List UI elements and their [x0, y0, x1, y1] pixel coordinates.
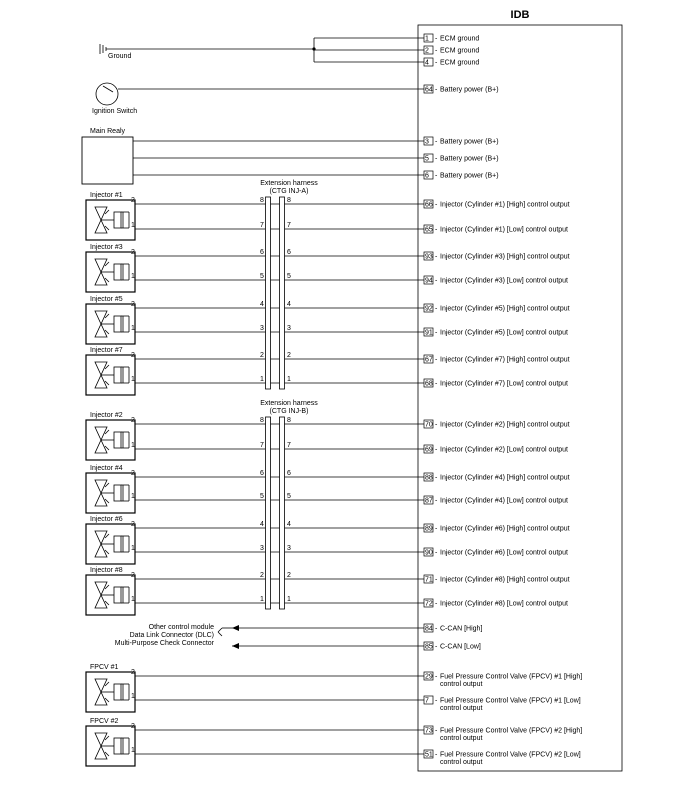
- injector-6-harness-pin-low-r: 3: [287, 545, 291, 552]
- injector-3-coil: [114, 264, 121, 280]
- injector-1-high-label: Injector (Cylinder #1) [High] control output: [440, 201, 570, 209]
- fpcv-2-high-dash: -: [435, 727, 438, 735]
- injector-1-label: Injector #1: [90, 192, 123, 199]
- can-low-dash: -: [435, 643, 438, 651]
- injector-7-harness-pin-high-l: 2: [260, 352, 264, 359]
- injector-6-high-dash: -: [435, 525, 438, 533]
- injector-2-harness-pin-low-r: 7: [287, 442, 291, 449]
- can-bracket: [218, 628, 222, 632]
- injector-1-high-dash: -: [435, 201, 438, 209]
- injector-1-harness-pin-high-r: 8: [287, 197, 291, 204]
- injector-5-label: Injector #5: [90, 296, 123, 303]
- ground-label: Ground: [108, 53, 132, 60]
- injector-8-high-pin-number: 71: [425, 576, 433, 584]
- injector-7-coil: [114, 367, 121, 383]
- battery-64-label: Battery power (B+): [440, 86, 499, 94]
- fpcv-2-coil: [114, 738, 121, 754]
- injector-1-pin-low: 1: [131, 222, 135, 229]
- injector-1-low-dash: -: [435, 226, 438, 234]
- injector-7-low-pin-number: 68: [425, 380, 433, 388]
- injector-7-high-label: Injector (Cylinder #7) [High] control output: [440, 356, 570, 364]
- injector-5-harness-pin-high-r: 4: [287, 301, 291, 308]
- ecm-ground-2-label: ECM ground: [440, 47, 480, 55]
- injector-8-low-pin-number: 72: [425, 600, 433, 608]
- battery-3-label: Battery power (B+): [440, 138, 499, 146]
- fpcv-2-low-pin-number: 51: [425, 751, 433, 759]
- injector-4-label: Injector #4: [90, 465, 123, 472]
- injector-6-coil: [114, 536, 121, 552]
- injector-5-high-pin-number: 92: [425, 305, 433, 313]
- injector-5-pin-low: 1: [131, 325, 135, 332]
- can-low-arrow: [232, 643, 239, 649]
- harness-2-title: Extension harness: [260, 400, 318, 407]
- injector-8-harness-pin-high-r: 2: [287, 572, 291, 579]
- injector-4-low-dash: -: [435, 497, 438, 505]
- battery-5-dash: -: [435, 155, 438, 163]
- injector-5-coil: [114, 316, 121, 332]
- fpcv-1-low-dash: -: [435, 697, 438, 705]
- fpcv-2-high-pin-number: 73: [425, 727, 433, 735]
- injector-4-low-label: Injector (Cylinder #4) [Low] control output: [440, 497, 569, 505]
- injector-2-low-dash: -: [435, 446, 438, 454]
- ecm-ground-3-dash: -: [435, 59, 438, 67]
- injector-2-low-label: Injector (Cylinder #2) [Low] control output: [440, 446, 569, 454]
- battery-6-dash: -: [435, 172, 438, 180]
- injector-2-low-pin-number: 69: [425, 446, 433, 454]
- fpcv-2-pin-low: 1: [131, 747, 135, 754]
- injector-7-low-dash: -: [435, 380, 438, 388]
- injector-4-pin-high: 2: [131, 470, 135, 477]
- injector-3-pin-low: 1: [131, 273, 135, 280]
- injector-8-high-dash: -: [435, 576, 438, 584]
- injector-6-low-dash: -: [435, 549, 438, 557]
- injector-4-high-label: Injector (Cylinder #4) [High] control output: [440, 474, 570, 482]
- fpcv-1-coil: [114, 684, 121, 700]
- injector-7-low-label: Injector (Cylinder #7) [Low] control output: [440, 380, 569, 388]
- battery-5-label: Battery power (B+): [440, 155, 499, 163]
- injector-6-high-pin-number: 89: [425, 525, 433, 533]
- injector-6-high-label: Injector (Cylinder #6) [High] control output: [440, 525, 570, 533]
- ecm-ground-1-pin-number: 1: [425, 35, 429, 43]
- fpcv-1-high-label: Fuel Pressure Control Valve (FPCV) #1 [High]: [440, 673, 583, 681]
- injector-4-high-dash: -: [435, 474, 438, 482]
- can-source-line-2: Data Link Connector (DLC): [129, 632, 214, 639]
- harness-1-right-bar: [280, 197, 285, 389]
- injector-5-harness-pin-low-r: 3: [287, 325, 291, 332]
- injector-1-pin-high: 2: [131, 197, 135, 204]
- injector-6-harness-pin-high-l: 4: [260, 521, 264, 528]
- battery-64-pin-number: 64: [425, 86, 433, 94]
- fpcv-1-high-dash: -: [435, 673, 438, 681]
- injector-8-low-dash: -: [435, 600, 438, 608]
- fpcv-1-pin-low: 1: [131, 693, 135, 700]
- fpcv-1-high-pin-number: 29: [425, 673, 433, 681]
- injector-5-low-pin-number: 91: [425, 329, 433, 337]
- injector-7-pin-low: 1: [131, 376, 135, 383]
- fpcv-2-low-label-line2: control output: [440, 759, 483, 766]
- can-low-label: C-CAN [Low]: [440, 643, 481, 651]
- injector-5-pin-high: 2: [131, 301, 135, 308]
- injector-3-pin-high: 2: [131, 249, 135, 256]
- fpcv-2-low-dash: -: [435, 751, 438, 759]
- injector-2-harness-pin-low-l: 7: [260, 442, 264, 449]
- injector-5-high-label: Injector (Cylinder #5) [High] control output: [440, 305, 570, 313]
- injector-4-harness-pin-low-l: 5: [260, 493, 264, 500]
- injector-7-harness-pin-low-l: 1: [260, 376, 264, 383]
- injector-3-label: Injector #3: [90, 244, 123, 251]
- injector-8-label: Injector #8: [90, 567, 123, 574]
- injector-2-label: Injector #2: [90, 412, 123, 419]
- injector-3-low-pin-number: 94: [425, 277, 433, 285]
- injector-7-label: Injector #7: [90, 347, 123, 354]
- harness-2-subtitle: (CTG INJ-B): [269, 408, 309, 415]
- injector-6-pin-high: 2: [131, 521, 135, 528]
- injector-5-low-label: Injector (Cylinder #5) [Low] control output: [440, 329, 569, 337]
- fpcv-2-high-label: Fuel Pressure Control Valve (FPCV) #2 [High]: [440, 727, 583, 735]
- injector-6-harness-pin-high-r: 4: [287, 521, 291, 528]
- fpcv-2-pin-high: 2: [131, 723, 135, 730]
- main-relay-box: [82, 137, 133, 184]
- battery-3-dash: -: [435, 138, 438, 146]
- ecm-ground-1-dash: -: [435, 35, 438, 43]
- idb-title: IDB: [510, 9, 530, 21]
- ecm-ground-1-label: ECM ground: [440, 35, 480, 43]
- fpcv-1-low-label: Fuel Pressure Control Valve (FPCV) #1 [Low]: [440, 697, 581, 705]
- harness-2-right-bar: [280, 417, 285, 609]
- can-high-dash: -: [435, 625, 438, 633]
- injector-8-pin-high: 2: [131, 572, 135, 579]
- fpcv-2-low-label: Fuel Pressure Control Valve (FPCV) #2 [Low]: [440, 751, 581, 759]
- injector-1-harness-pin-high-l: 8: [260, 197, 264, 204]
- injector-2-high-dash: -: [435, 421, 438, 429]
- injector-4-harness-pin-low-r: 5: [287, 493, 291, 500]
- injector-5-high-dash: -: [435, 305, 438, 313]
- injector-4-coil: [114, 485, 121, 501]
- injector-1-harness-pin-low-l: 7: [260, 222, 264, 229]
- harness-1-subtitle: (CTG INJ-A): [269, 188, 309, 195]
- injector-6-low-label: Injector (Cylinder #6) [Low] control output: [440, 549, 569, 557]
- fpcv-2-label: FPCV #2: [90, 718, 119, 725]
- injector-4-pin-low: 1: [131, 493, 135, 500]
- injector-8-high-label: Injector (Cylinder #8) [High] control output: [440, 576, 570, 584]
- injector-1-high-pin-number: 66: [425, 201, 433, 209]
- injector-3-harness-pin-high-r: 6: [287, 249, 291, 256]
- battery-6-pin-number: 6: [425, 172, 429, 180]
- injector-6-low-pin-number: 90: [425, 549, 433, 557]
- injector-1-coil: [114, 212, 121, 228]
- can-high-pin-number: 84: [425, 625, 433, 633]
- injector-8-harness-pin-low-r: 1: [287, 596, 291, 603]
- main-relay-label: Main Realy: [90, 128, 126, 135]
- ecm-ground-3-label: ECM ground: [440, 59, 480, 67]
- harness-1-left-bar: [266, 197, 271, 389]
- injector-2-coil: [114, 432, 121, 448]
- ignition-switch-symbol: [96, 83, 118, 105]
- battery-6-label: Battery power (B+): [440, 172, 499, 180]
- injector-7-harness-pin-low-r: 1: [287, 376, 291, 383]
- injector-8-low-label: Injector (Cylinder #8) [Low] control output: [440, 600, 569, 608]
- injector-1-low-label: Injector (Cylinder #1) [Low] control output: [440, 226, 569, 234]
- injector-8-coil: [114, 587, 121, 603]
- injector-5-low-dash: -: [435, 329, 438, 337]
- injector-3-high-pin-number: 93: [425, 253, 433, 261]
- injector-8-harness-pin-high-l: 2: [260, 572, 264, 579]
- battery-5-pin-number: 5: [425, 155, 429, 163]
- battery-3-pin-number: 3: [425, 138, 429, 146]
- harness-2-left-bar: [266, 417, 271, 609]
- fpcv-1-low-pin-number: 7: [425, 697, 429, 705]
- ignition-switch-label: Ignition Switch: [92, 108, 138, 115]
- injector-8-harness-pin-low-l: 1: [260, 596, 264, 603]
- injector-1-harness-pin-low-r: 7: [287, 222, 291, 229]
- injector-4-harness-pin-high-l: 6: [260, 470, 264, 477]
- idb-module-box: [418, 25, 622, 771]
- injector-6-harness-pin-low-l: 3: [260, 545, 264, 552]
- can-bracket: [218, 632, 222, 636]
- can-high-label: C-CAN [High]: [440, 625, 483, 633]
- ignition-switch-contact: [103, 86, 113, 92]
- injector-7-high-pin-number: 67: [425, 356, 433, 364]
- injector-6-pin-low: 1: [131, 545, 135, 552]
- injector-6-label: Injector #6: [90, 516, 123, 523]
- battery-64-dash: -: [435, 86, 438, 94]
- ecm-ground-2-pin-number: 2: [425, 47, 429, 55]
- injector-7-high-dash: -: [435, 356, 438, 364]
- injector-3-low-dash: -: [435, 277, 438, 285]
- harness-1-title: Extension harness: [260, 180, 318, 187]
- fpcv-1-label: FPCV #1: [90, 664, 119, 671]
- injector-7-pin-high: 2: [131, 352, 135, 359]
- injector-3-high-dash: -: [435, 253, 438, 261]
- injector-2-high-pin-number: 70: [425, 421, 433, 429]
- injector-4-harness-pin-high-r: 6: [287, 470, 291, 477]
- injector-2-harness-pin-high-r: 8: [287, 417, 291, 424]
- fpcv-1-low-label-line2: control output: [440, 705, 483, 712]
- ecm-ground-3-pin-number: 4: [425, 59, 429, 67]
- injector-2-harness-pin-high-l: 8: [260, 417, 264, 424]
- injector-1-low-pin-number: 65: [425, 226, 433, 234]
- injector-4-low-pin-number: 87: [425, 497, 433, 505]
- injector-4-high-pin-number: 88: [425, 474, 433, 482]
- fpcv-2-high-label-line2: control output: [440, 735, 483, 742]
- injector-3-harness-pin-low-r: 5: [287, 273, 291, 280]
- injector-5-harness-pin-high-l: 4: [260, 301, 264, 308]
- injector-8-pin-low: 1: [131, 596, 135, 603]
- injector-2-high-label: Injector (Cylinder #2) [High] control output: [440, 421, 570, 429]
- injector-2-pin-high: 2: [131, 417, 135, 424]
- injector-3-harness-pin-high-l: 6: [260, 249, 264, 256]
- injector-3-low-label: Injector (Cylinder #3) [Low] control output: [440, 277, 569, 285]
- fpcv-1-pin-high: 2: [131, 669, 135, 676]
- can-source-line-3: Multi-Purpose Check Connector: [114, 640, 214, 647]
- fpcv-1-high-label-line2: control output: [440, 681, 483, 688]
- injector-2-pin-low: 1: [131, 442, 135, 449]
- injector-3-high-label: Injector (Cylinder #3) [High] control output: [440, 253, 570, 261]
- can-high-arrow: [232, 625, 239, 631]
- injector-7-harness-pin-high-r: 2: [287, 352, 291, 359]
- can-source-line-1: Other control module: [148, 624, 214, 631]
- can-low-pin-number: 85: [425, 643, 433, 651]
- injector-5-harness-pin-low-l: 3: [260, 325, 264, 332]
- ecm-ground-2-dash: -: [435, 47, 438, 55]
- injector-3-harness-pin-low-l: 5: [260, 273, 264, 280]
